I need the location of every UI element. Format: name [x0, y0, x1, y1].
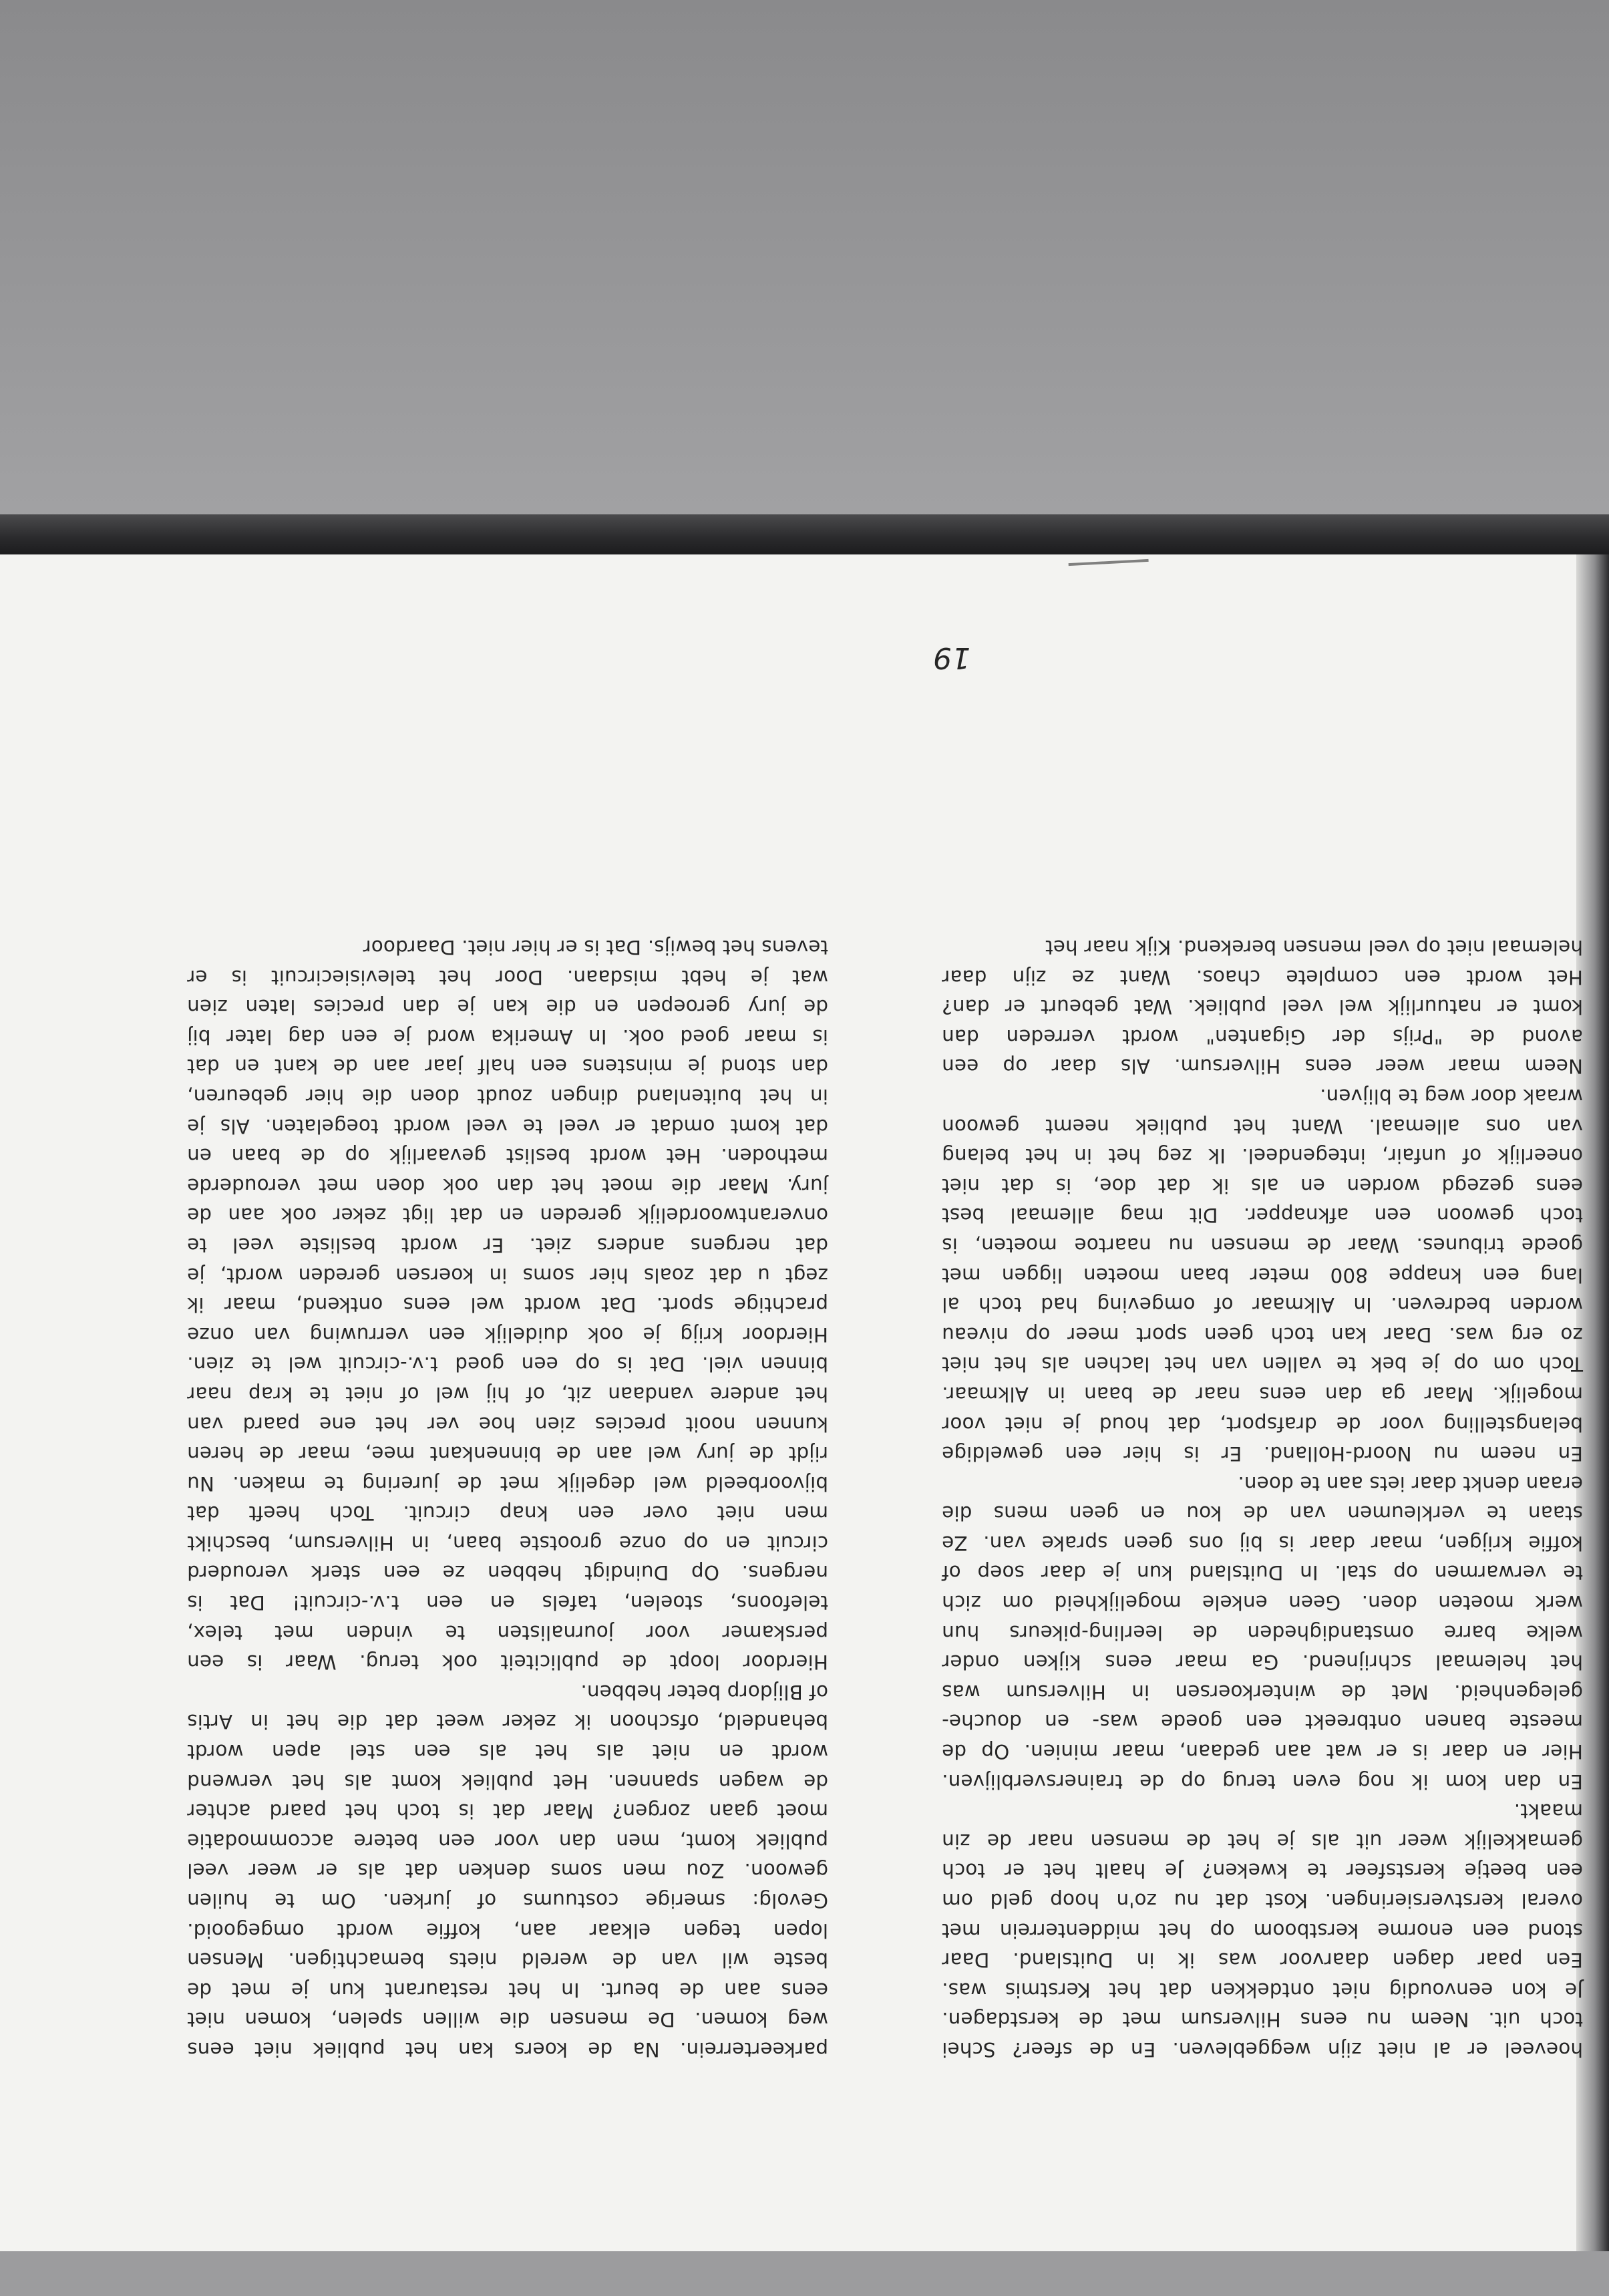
text-line: welke barre omstandigheden de leerling-pikeurs hun	[942, 1621, 1583, 1644]
text-line: Hierdoor krijg je ook duidelijk een verruwing van onze	[187, 1323, 828, 1346]
text-line: circuit en op onze grootste baan, in Hilversum, beschikt	[187, 1531, 828, 1554]
text-line: eens gezegd worden en als ik dat doe, is dat niet	[942, 1174, 1583, 1197]
text-line: meeste banen ontbreekt een goede was- en douche-	[942, 1710, 1583, 1734]
text-line: kunnen nooit precies zien hoe ver het ene paard van	[187, 1412, 828, 1436]
text-line: wat je hebt misdaan. Door het televisiecircuit is er	[187, 965, 828, 989]
text-line: hoeveel er al niet zijn weggebleven. En de sfeer? Schei	[942, 2038, 1583, 2061]
text-line: gemakkelijk weer uit als je het de mensen naar de zin	[942, 1829, 1583, 1852]
text-line: bijvoorbeeld wel degelijk met de jurering te maken. Nu	[187, 1472, 828, 1495]
text-line: zo erg was. Daar kan toch geen sport meer op niveau	[942, 1323, 1583, 1346]
text-line: helemaal niet op veel mensen berekend. Kijk naar het	[1045, 936, 1583, 959]
text-line: goede tribunes. Waar de mensen nu naartoe moeten, is	[942, 1233, 1583, 1257]
text-line: de jury geroepen en die kan je dan precies laten zien	[187, 995, 828, 1019]
text-line: overal kerstversieringen. Kost dat nu zo'n hoop geld om	[942, 1889, 1583, 1913]
text-line: dan stond je minstens een half jaar aan de kant en dat	[187, 1055, 828, 1078]
text-line: methoden. Het wordt beslist gevaarlijk op de baan en	[187, 1144, 828, 1168]
text-line: telefoons, stoelen, tafels en een t.v.-circuit! Dat is	[187, 1591, 828, 1615]
text-line: onverantwoordelijk gereden en dat ligt zeker ook aan de	[187, 1204, 828, 1227]
text-line: wraak door weg te blijven.	[1319, 1085, 1583, 1108]
text-line: is maar goed ook. In Amerika word je een dag later bij	[187, 1025, 828, 1048]
text-line: het andere vandaan zit, of hij wel of niet te krap naar	[187, 1382, 828, 1406]
text-line: Toch om op je bek te vallen van het lachen als het niet	[942, 1353, 1583, 1376]
text-line: gelegenheid. Met de winterkoersen in Hilversum was	[942, 1680, 1583, 1703]
text-line: of Blijdorp beter hebben.	[580, 1680, 828, 1703]
text-line: parkeerterrein. Na de koers kan het publiek niet eens	[187, 2038, 828, 2061]
text-line: perskamer voor journalisten te vinden met telex,	[187, 1621, 828, 1644]
text-line: Een paar dagen daarvoor was ik in Duitsland. Daar	[942, 1949, 1583, 1972]
text-line: En dan kom ik nog even terug op de trainersverblijven.	[942, 1770, 1583, 1793]
text-line: gewoon. Zou men soms denken dat als er weer veel	[187, 1859, 828, 1882]
text-line: moet gaan zorgen? Maar dat is toch het paard achter	[187, 1800, 828, 1823]
text-line: Hier en daar is er wat aan gedaan, maar minien. Op de	[942, 1740, 1583, 1764]
text-line: in het buitenland dingen zoudt doen die hier gebeuren,	[187, 1085, 828, 1108]
text-line: belangstelling voor de drafsport, dat houd je niet voor	[942, 1412, 1583, 1436]
scanner-background-bottom	[0, 2251, 1609, 2296]
text-line: staan te verkleumen van de kou en geen mens die	[942, 1502, 1583, 1525]
text-line: wordt en niet als het als een stel apen wordt	[187, 1740, 828, 1764]
text-line: de wagen spannen. Het publiek komt als het verwend	[187, 1770, 828, 1793]
text-line: werk moeten doen. Geen enkele mogelijkheid om zich	[942, 1591, 1583, 1615]
text-line: dat nergens anders ziet. Er wordt besliste veel te	[187, 1233, 828, 1257]
text-line: het helemaal schrijnend. Ga maar eens kijken onder	[942, 1651, 1583, 1674]
text-line: lopen tegen elkaar aan, koffie wordt omgegooid.	[187, 1919, 828, 1942]
text-line: tevens het bewijs. Dat is er hier niet. Daardoor	[363, 936, 828, 959]
text-line: Je kon eenvoudig niet ontdekken dat het Kerstmis was.	[942, 1978, 1583, 2001]
text-line: nergens. Op Duindigt hebben ze een sterk verouderd	[187, 1561, 828, 1585]
scanner-background-top	[0, 0, 1609, 575]
text-line: stond een enorme kerstboom op het middenterrein met	[942, 1919, 1583, 1942]
text-line: koffie krijgen, maar daar is bij ons geen sprake van. Ze	[942, 1531, 1583, 1554]
text-line: En neem nu Noord-Holland. Er is hier een geweldige	[942, 1442, 1583, 1466]
text-line: Neem maar weer eens Hilversum. Als daar op een	[942, 1055, 1583, 1078]
printed-text-area	[167, 621, 1583, 2064]
text-line: worden bedreven. In Alkmaar of omgeving had toch al	[942, 1293, 1583, 1317]
text-line: Gevolg: smerige costuums of jurken. Om te huilen	[187, 1889, 828, 1913]
text-line: toch gewoon een afknapper. Dit mag allemaal best	[942, 1204, 1583, 1227]
text-line: oneerlijk of unfair, integendeel. Ik zeg het in het belang	[942, 1144, 1583, 1168]
text-line: Hierdoor loopt de publiciteit ook terug. Waar is een	[187, 1651, 828, 1674]
text-line: een beetje kerstsfeer te kweken? Je haalt het er toch	[942, 1859, 1583, 1882]
text-line: beste wil van de wereld niets bemachtigen. Mensen	[187, 1949, 828, 1972]
text-line: maakt.	[1513, 1800, 1583, 1823]
text-line: mogelijk. Maar ga dan eens naar de baan in Alkmaar.	[942, 1382, 1583, 1406]
page-number: 19	[933, 641, 970, 675]
text-column-left	[942, 932, 1583, 2064]
text-line: behandeld, ofschoon ik zeker weet dat die het in Artis	[187, 1710, 828, 1734]
text-line: dat komt omdat er veel te veel wordt toegelaten. Als je	[187, 1114, 828, 1138]
text-line: prachtige sport. Dat wordt wel eens ontkend, maar ik	[187, 1293, 828, 1317]
text-line: rijdt de jury wel aan de binnenkant mee, maar de heren	[187, 1442, 828, 1466]
text-line: men niet over een knap circuit. Toch heeft dat	[187, 1502, 828, 1525]
text-line: van ons allemaal. Want het publiek neemt gewoon	[942, 1114, 1583, 1138]
text-column-right	[187, 932, 828, 2064]
text-line: lang een knappe 800 meter baan moeten liggen met	[942, 1263, 1583, 1287]
text-line: publiek komt, men dan voor een betere accommodatie	[187, 1829, 828, 1852]
text-line: te verwarmen op stal. In Duitsland kun je daar soep of	[942, 1561, 1583, 1585]
text-line: weg komen. De mensen die willen spelen, komen niet	[187, 2008, 828, 2031]
text-line: zegt u dat zoals hier soms in koersen gereden wordt, je	[187, 1263, 828, 1287]
text-line: toch uit. Neem nu eens Hilversum met de kerstdagen.	[942, 2008, 1583, 2031]
text-line: eraan denkt daar iets aan te doen.	[1238, 1472, 1583, 1495]
book-cover-edge	[0, 514, 1609, 554]
text-line: binnen viel. Dat is op een goed t.v.-circuit wel te zien.	[187, 1353, 828, 1376]
text-line: eens aan de beurt. In het restaurant kun je met de	[187, 1978, 828, 2001]
text-line: komt er natuurlijk wel veel publiek. Wat gebeurt er dan?	[942, 995, 1583, 1019]
text-line: Het wordt een complete chaos. Want ze zijn daar	[942, 965, 1583, 989]
text-line: jury. Maar die moet het dan ook doen met verouderde	[187, 1174, 828, 1197]
text-line: avond de "Prijs der Giganten" wordt verreden dan	[942, 1025, 1583, 1048]
